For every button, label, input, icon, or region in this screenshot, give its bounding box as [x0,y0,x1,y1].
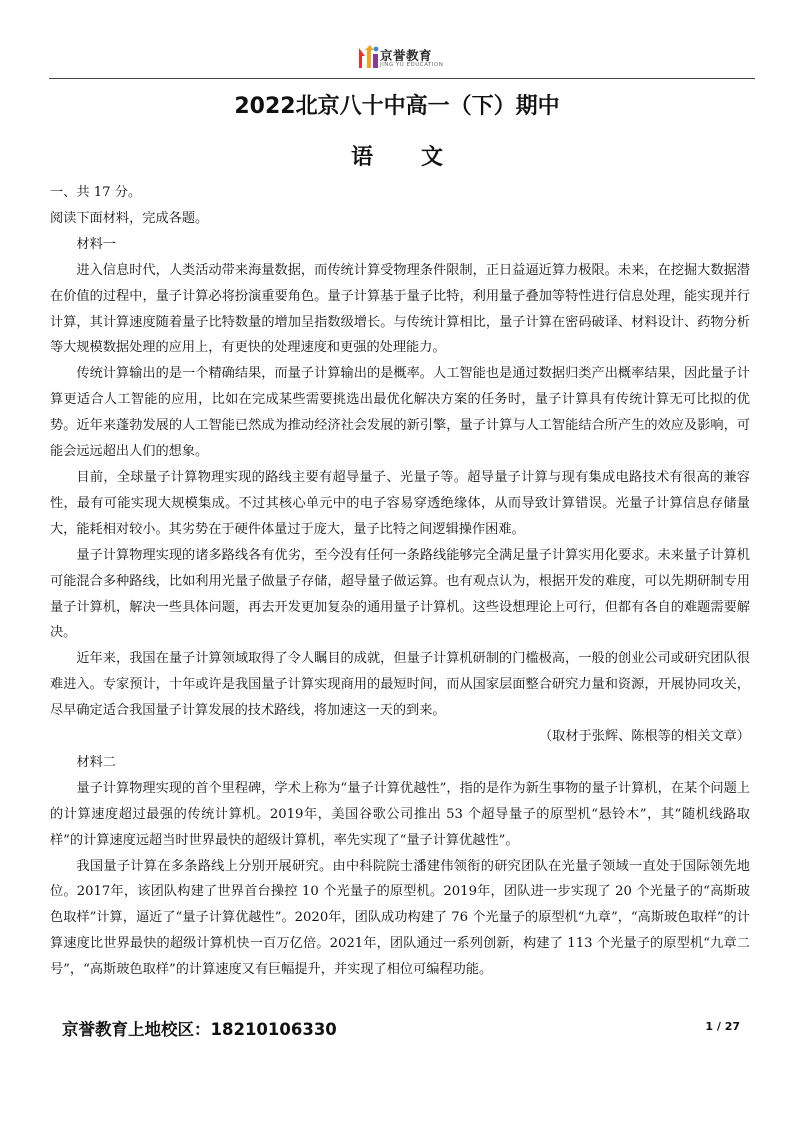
material-heading: 材料一 [76,236,116,252]
logo-subtitle: JING YU EDUCATION [380,62,444,68]
document-body [50,180,750,983]
source-note: （取材于张辉、陈根等的相关文章） [539,729,750,745]
paragraph: 进入信息时代，人类活动带来海量数据，而传统计算受物理条件限制，正日益逼近算力极限。未来，在挖掘大数据潜在价值的过程中，量子计算必将扮演重要角色。量子计算基于量子比特，利用量子叠加等特性进行信息处理，能实现并行计算，其计算速度随着量子比特数量的增加呈指数级增长。与传统计算相比，量子计算在密码破译、材料设计、药物分析等大规模数据处理的应用上，有更快的处理速度和更强的处理能力。 [50,262,750,356]
footer-campus-contact: 京誉教育上地校区：18210106330 [62,1020,337,1039]
paragraph: 近年来，我国在量子计算领域取得了令人瞩目的成就，但量子计算机研制的门槛极高，一般的创业公司或研究团队很难进入。专家预计，十年或许是我国量子计算实现商用的最短时间，而从国家层面整合研究力量和资源，开展协同攻关，尽早确定适合我国量子计算发展的技术路线，将加速这一天的到来。 [50,651,750,719]
paragraph: 目前，全球量子计算物理实现的路线主要有超导量子、光量子等。超导量子计算与现有集成电路技术有很高的兼容性，最有可能实现大规模集成。不过其核心单元中的电子容易穿透绝缘体，从而导致计算错误。光量子计算信息存储量大，能耗相对较小。其劣势在于硬件体量过于庞大，量子比特之间逻辑操作困难。 [50,469,750,537]
paragraph: 我国量子计算在多条路线上分别开展研究。由中科院院士潘建伟领衔的研究团队在光量子领域一直处于国际领先地位。2017年，该团队构建了世界首台操控 10 个光量子的原型机。2019年，团队进一步实现了 20 个光量子的“高斯玻色取样”计算，逼近了“量子计算优越性”。2020年，团队成功构建了 76 个光量子的原型机“九章”，“高斯玻色取样”的计算速度比世界最快的超级计算机快一百万亿倍。2021年，团队通过一系列创新，构建了 113 个光量子的原型机“九章二号”，“高斯玻色取样”的计算速度又有巨幅提升，并实现了相位可编程功能。 [50,858,750,978]
paragraph: 量子计算物理实现的首个里程碑，学术上称为“量子计算优越性”，指的是作为新生事物的量子计算机，在某个问题上的计算速度超过最强的传统计算机。2019年，美国谷歌公司推出 53 个超导量子的原型机“悬铃木”，其“随机线路取样”的计算速度远超当时世界最快的超级计算机，率先实现了“量子计算优越性”。 [50,780,750,848]
paragraph: 传统计算输出的是一个精确结果，而量子计算输出的是概率。人工智能也是通过数据归类产出概率结果，因此量子计算更适合人工智能的应用，比如在完成某些需要挑选出最优化解决方案的任务时，量子计算具有传统计算无可比拟的优势。近年来蓬勃发展的人工智能已然成为推动经济社会发展的新引擎，量子计算与人工智能结合所产生的效应及影响，可能会远远超出人们的想象。 [50,366,750,460]
logo-icon [356,44,380,70]
page-number: 1 / 27 [705,1020,740,1033]
header-logo [356,42,444,72]
subject-title: 语文 [350,145,491,170]
material-heading: 材料二 [76,754,116,770]
paragraph: 阅读下面材料，完成各题。 [50,210,209,226]
exam-title: 2022北京八十中高一（下）期中 [234,94,560,119]
header-divider [49,78,755,79]
paragraph: 量子计算物理实现的诸多路线各有优劣，至今没有任何一条路线能够完全满足量子计算实用化要求。未来量子计算机可能混合多种路线，比如利用光量子做量子存储，超导量子做运算。也有观点认为，根据开发的难度，可以先期研制专用量子计算机，解决一些具体问题，再去开发更加复杂的通用量子计算机。这些设想理论上可行，但都有各自的难题需要解决。 [50,547,750,641]
logo-name: 京誉教育 [380,48,433,63]
paragraph: 一、共 17 分。 [50,185,142,200]
